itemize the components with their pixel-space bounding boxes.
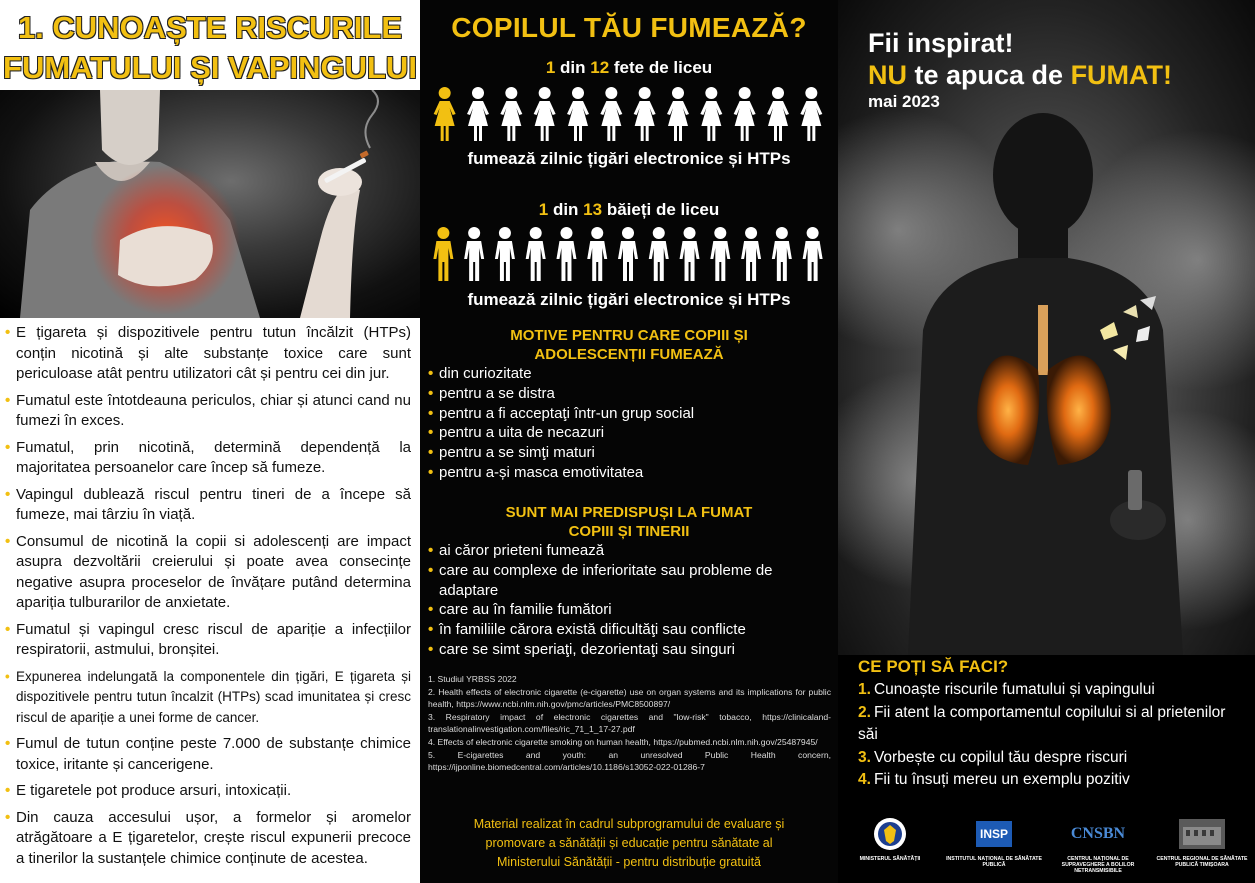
reference-item: 4. Effects of electronic cigarette smoking on human health, https://pubmed.ncbi.nlm.nih.gov/25487945/	[428, 736, 818, 747]
prone-heading-line2: COPIII ȘI TINERII	[568, 523, 690, 540]
smoker-lungs-photo	[838, 0, 1255, 655]
reference-item: 5. E-cigarettes and youth: an unresolved Public Health concern, https://ijponline.biomedcentral.com/articles/10.1186/s13052-022-01286-7	[428, 749, 831, 773]
girls-statistic	[420, 58, 838, 78]
slogan-line1: Fii inspirat!	[868, 28, 1014, 58]
boys-figure-row	[428, 226, 828, 282]
reasons-heading-line1: MOTIVE PENTRU CARE COPIII ȘI	[510, 327, 748, 344]
reason-item: • pentru a-și masca emotivitatea	[428, 463, 833, 483]
risk-item: • Vapingul dublează riscul pentru tineri de a începe să fumeze, mai târziu în viață.	[6, 485, 411, 526]
girls-stat-total: 12	[590, 58, 610, 77]
prone-item: • ai căror prieteni fumează	[428, 541, 833, 561]
footer-line1: Material realizat în cadrul subprogramului de evaluare și	[473, 817, 785, 831]
logo-cnsbn: CNSBN CENTRUL NAȚIONAL DE SUPRAVEGHERE A BOLILOR NETRANSMISIBILE	[1061, 825, 1135, 874]
girls-caption: fumează zilnic țigări electronice și HTPs	[467, 149, 791, 168]
girl-figure-icon	[734, 87, 756, 141]
risk-list	[6, 323, 411, 875]
prone-item: • care au în familie fumători	[428, 600, 833, 620]
girl-figure-icon	[634, 87, 656, 141]
reason-item: • pentru a fi acceptaţi într-un grup social	[428, 404, 833, 424]
boy-figure-icon	[710, 227, 730, 281]
action-step: 2. Fii atent la comportamentul copilului si al prietenilor săi	[858, 703, 1226, 743]
what-can-you-do-list	[858, 679, 1248, 792]
what-can-you-do-title: CE POȚI SĂ FACI?	[858, 657, 1009, 676]
boy-figure-icon	[464, 227, 484, 281]
left-title-line1: 1. CUNOAȘTE RISCURILE	[17, 10, 403, 45]
insp-logo-mark: INSP	[976, 821, 1012, 847]
risk-item: • Din cauza accesului ușor, a formelor și aromelor atrăgătoare a E țigaretelor, crește riscul expunerii precoce a tinerilor la sustanțele chimice conținute de acestea.	[6, 808, 411, 870]
slogan-nu: NU	[868, 60, 907, 90]
reasons-heading	[420, 326, 838, 364]
boy-figure-icon	[587, 227, 607, 281]
reason-item: • pentru a uita de necazuri	[428, 423, 833, 443]
boys-stat-total: 13	[583, 200, 603, 219]
slogan-fumat: FUMAT!	[1070, 60, 1173, 90]
boys-statistic	[420, 200, 838, 220]
middle-panel	[420, 0, 838, 883]
prone-list	[428, 541, 833, 660]
reference-item: 3. Respiratory impact of electronic cigarettes and "low-risk" tobacco, https://clinicaland-translationalinvestigation.com/files/ric_71_1_17-27.pdf	[428, 711, 831, 735]
middle-title: COPILUL TĂU FUMEAZĂ?	[451, 12, 807, 43]
girl-figure-icon	[767, 87, 789, 141]
woman-smoking-illustration	[0, 90, 420, 318]
reason-item: • pentru a se distra	[428, 384, 833, 404]
boy-figure-icon	[433, 227, 453, 281]
boys-stat-number: 1	[538, 200, 549, 219]
action-step: 1. Cunoaște riscurile fumatului și vapingului	[858, 681, 1155, 698]
risk-item: • Fumatul este întotdeauna periculos, chiar și atunci cand nu fumezi în exces.	[6, 391, 411, 432]
publication-date: mai 2023	[868, 92, 940, 111]
girl-figure-icon	[467, 87, 489, 141]
boy-figure-icon	[772, 227, 792, 281]
boy-figure-icon	[556, 227, 576, 281]
building-icon	[1150, 816, 1254, 852]
girl-figure-icon	[500, 87, 522, 141]
footer-line2: promovare a sănătății și educație pentru sănătate al	[485, 836, 773, 850]
boys-stat-text: din	[548, 200, 584, 219]
risk-item: • E țigareta și dispozitivele pentru tutun încălzit (HTPs) conțin nicotină și alte substanțe toxice care sunt periculoase atât pentru utilizatori cât și pentru cei din jur.	[6, 323, 411, 385]
reason-item: • pentru a se simţi maturi	[428, 443, 833, 463]
boy-figure-icon	[526, 227, 546, 281]
boy-figure-icon	[618, 227, 638, 281]
girl-figure-icon	[600, 87, 622, 141]
coat-of-arms-icon	[838, 816, 942, 852]
reference-item: 2. Health effects of electronic cigarette (e-cigarette) use on organ systems and its implications for public health, https://www.ncbi.nlm.nih.gov/pmc/articles/PMC8500897/	[428, 686, 831, 710]
boy-figure-icon	[680, 227, 700, 281]
prone-heading	[420, 503, 838, 541]
prone-heading-line1: SUNT MAI PREDISPUȘI LA FUMAT	[505, 504, 753, 521]
girl-figure-icon	[800, 87, 822, 141]
boy-figure-icon	[803, 227, 823, 281]
girls-figure-row	[428, 86, 828, 142]
cnsbn-logo-mark: CNSBN	[1070, 825, 1126, 842]
action-step: 3. Vorbește cu copilul tău despre riscuri	[858, 748, 1128, 766]
girl-figure-icon	[534, 87, 556, 141]
reasons-heading-line2: ADOLESCENȚII FUMEAZĂ	[534, 346, 724, 363]
prone-item: • care au complexe de inferioritate sau probleme de adaptare	[428, 561, 833, 601]
girl-figure-icon	[700, 87, 722, 141]
logo-csp-timisoara: CENTRUL REGIONAL DE SĂNĂTATE PUBLICĂ TIMIȘOARA	[1150, 810, 1254, 883]
left-panel	[0, 0, 420, 883]
footer-line3: Ministerului Sănătății - pentru distribuție gratuită	[496, 855, 762, 869]
boys-stat-label: băieți de liceu	[602, 200, 720, 219]
risk-item: • Fumul de tutun conține peste 7.000 de substanțe chimice toxice, iritante și cancerigene.	[6, 734, 411, 775]
risk-item: • Fumatul și vapingul cresc riscul de apariție a infecțiilor respiratorii, astmului, bronșitei.	[6, 620, 411, 661]
girl-figure-icon	[434, 87, 456, 141]
action-step: 4. Fii tu însuți mereu un exemplu pozitiv	[858, 771, 1130, 788]
girl-figure-icon	[667, 87, 689, 141]
reasons-list	[428, 364, 833, 483]
risk-item: • Fumatul, prin nicotină, determină dependență la majoritatea persoanelor care încep să fumeze.	[6, 438, 411, 479]
left-title-line2: FUMATULUI ȘI VAPINGULUI	[3, 50, 417, 85]
material-footer	[434, 815, 824, 872]
risk-item: • Expunerea indelungată la componentele din țigări, E țigareta și dispozitivele pentru tutun încalzit (HTPs) scad imunitatea și cresc riscul de apariție a unei forme de cancer.	[6, 667, 411, 729]
slogan-middle: te apuca de	[907, 60, 1071, 90]
reason-item: • din curiozitate	[428, 364, 833, 384]
right-panel	[838, 0, 1255, 883]
woman-smoking-photo	[0, 90, 420, 318]
risk-item: • E tigaretele pot produce arsuri, intoxicații.	[6, 781, 411, 802]
girl-figure-icon	[567, 87, 589, 141]
girls-stat-label: fete de liceu	[609, 58, 713, 77]
partner-logos	[838, 810, 1255, 883]
slogan-line2	[868, 60, 1172, 91]
logo-insp: INSP INSTITUTUL NAȚIONAL DE SĂNĂTATE PUBLICĂ	[942, 810, 1046, 883]
girls-stat-text: din	[555, 58, 591, 77]
left-title	[0, 0, 420, 90]
references-list	[428, 673, 831, 774]
prone-item: • care se simt speriaţi, dezorientaţi sau singuri	[428, 640, 833, 660]
boy-figure-icon	[649, 227, 669, 281]
risk-item: • Consumul de nicotină la copii si adolescenți are impact asupra dezvoltării creierului și poate avea consecințe negative asupra proceselor de învățare putând determina apariția tulburarilor de anxietate.	[6, 532, 411, 614]
girls-pictogram	[428, 86, 828, 142]
girls-stat-number: 1	[545, 58, 556, 77]
boys-caption: fumează zilnic țigări electronice și HTPs	[467, 290, 791, 309]
boys-pictogram	[428, 226, 828, 282]
logo-ministerul-sanatatii: MINISTERUL SĂNĂTĂȚII	[838, 810, 942, 883]
reference-item: 1. Studiul YRBSS 2022	[428, 674, 517, 684]
prone-item: • în familiile cărora există dificultăţi sau conflicte	[428, 620, 833, 640]
boy-figure-icon	[495, 227, 515, 281]
boy-figure-icon	[741, 227, 761, 281]
